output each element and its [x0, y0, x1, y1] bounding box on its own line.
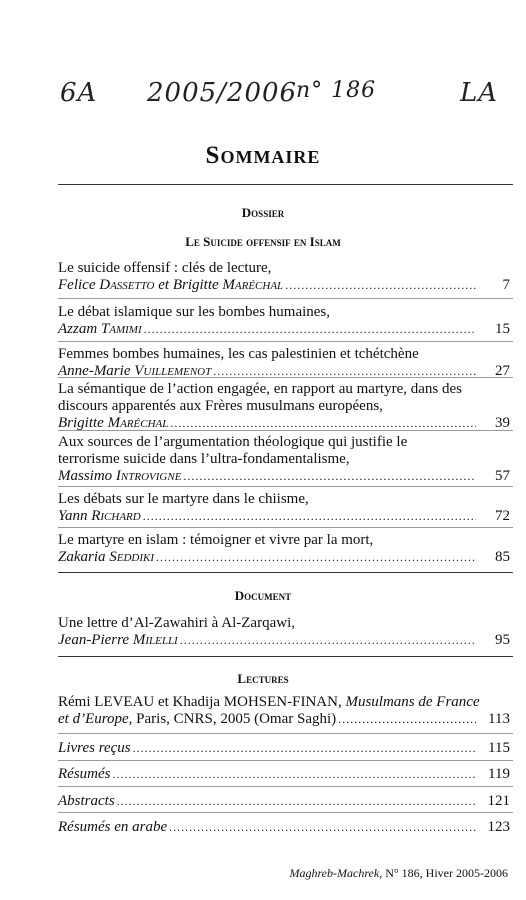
entry-label: Résumés en arabe [58, 819, 168, 835]
entry-author: Anne-Marie Vuillemenot [58, 363, 212, 379]
handwritten-issue: n° 186 [296, 78, 377, 103]
entry-title: Femmes bombes humaines, les cas palestinien et tchétchène [58, 346, 419, 362]
entry-author: Zakaria Seddiki [58, 549, 155, 565]
dot-leader [113, 766, 477, 783]
entry-title: Une lettre d’Al-Zawahiri à Al-Zarqawi, [58, 615, 295, 631]
dot-leader [144, 321, 476, 338]
toc-entry-resumes-arabe[interactable] [58, 819, 510, 836]
entry-divider [58, 430, 513, 431]
title-rule [58, 184, 513, 185]
toc-entry[interactable] [58, 434, 510, 485]
dot-leader [183, 468, 476, 485]
handwritten-note: 6A [60, 78, 98, 108]
entry-divider [58, 733, 513, 734]
page-number: 85 [495, 549, 510, 565]
page-number: 113 [488, 711, 510, 727]
entry-divider [58, 812, 513, 813]
dot-leader [143, 508, 476, 525]
section-theme: Le Suicide offensif en Islam [185, 234, 341, 249]
toc-entry-abstracts[interactable] [58, 793, 510, 810]
entry-author: Brigitte Maréchal [58, 415, 169, 431]
entry-author: Azzam Tamimi [58, 321, 142, 337]
footer-citation: Maghreb-Machrek, N° 186, Hiver 2005-2006 [289, 866, 508, 880]
dot-leader [285, 277, 476, 294]
entry-title-cont: discours apparentés aux Frères musulmans européens, [58, 398, 383, 414]
entry-label: Résumés [58, 766, 111, 782]
dot-leader [169, 819, 476, 836]
entry-divider [58, 760, 513, 761]
toc-entry[interactable] [58, 491, 510, 525]
entry-author: Massimo Introvigne [58, 468, 182, 484]
entry-title: Le suicide offensif : clés de lecture, [58, 260, 272, 276]
page-number: 123 [487, 819, 510, 835]
entry-divider [58, 377, 513, 378]
page-number: 121 [487, 793, 510, 809]
page-number: 72 [495, 508, 510, 524]
entry-title: Aux sources de l’argumentation théologique qui justifie le [58, 434, 408, 450]
entry-divider [58, 786, 513, 787]
toc-entry[interactable] [58, 260, 510, 294]
toc-entry-document[interactable] [58, 615, 510, 649]
page-number: 15 [495, 321, 510, 337]
toc-entry[interactable] [58, 346, 510, 380]
entry-title: Le martyre en islam : témoigner et vivre par la mort, [58, 532, 374, 548]
entry-divider [58, 341, 513, 342]
page-title: Sommaire [205, 142, 321, 169]
section-document: Document [234, 588, 292, 603]
dot-leader [117, 793, 476, 810]
toc-entry-lecture[interactable] [58, 694, 510, 728]
entry-title: Rémi LEVEAU et Khadija MOHSEN-FINAN, Musulmans de France [58, 694, 480, 710]
entry-divider [58, 486, 513, 487]
entry-title: Le débat islamique sur les bombes humaines, [58, 304, 331, 320]
page-number: 27 [495, 363, 510, 379]
entry-divider [58, 527, 513, 528]
entry-title: Les débats sur le martyre dans le chiisme, [58, 491, 309, 507]
entry-divider [58, 298, 513, 299]
section-dossier: Dossier [241, 205, 285, 220]
dot-leader [156, 549, 476, 566]
page-number: 119 [488, 766, 510, 782]
entry-title-cont: terrorisme suicide dans l’ultra-fondamentalisme, [58, 451, 350, 467]
toc-entry[interactable] [58, 381, 510, 432]
section-rule [58, 572, 513, 573]
entry-label: Livres reçus [58, 740, 131, 756]
section-rule [58, 656, 513, 657]
entry-title: La sémantique de l’action engagée, en rapport au martyre, dans des [58, 381, 462, 397]
page-number: 95 [495, 632, 510, 648]
entry-title-cont: et d’Europe, Paris, CNRS, 2005 (Omar Saghi) [58, 711, 337, 727]
handwritten-year: 2005/2006 [147, 78, 298, 108]
entry-author: Yann Richard [58, 508, 141, 524]
toc-entry[interactable] [58, 304, 510, 338]
entry-label: Abstracts [58, 793, 115, 809]
dot-leader [133, 740, 476, 757]
dot-leader [338, 711, 476, 728]
toc-entry[interactable] [58, 532, 510, 566]
page-number: 115 [488, 740, 510, 756]
entry-author: Jean-Pierre Milelli [58, 632, 178, 648]
entry-author: Felice Dassetto et Brigitte Maréchal [58, 277, 284, 293]
toc-entry-resumes[interactable] [58, 766, 510, 783]
page-number: 7 [502, 277, 510, 293]
section-lectures: Lectures [237, 671, 289, 686]
page-number: 39 [495, 415, 510, 431]
page-number: 57 [495, 468, 510, 484]
dot-leader [180, 632, 476, 649]
handwritten-initials: LA [460, 78, 499, 108]
toc-entry-livres[interactable] [58, 740, 510, 757]
